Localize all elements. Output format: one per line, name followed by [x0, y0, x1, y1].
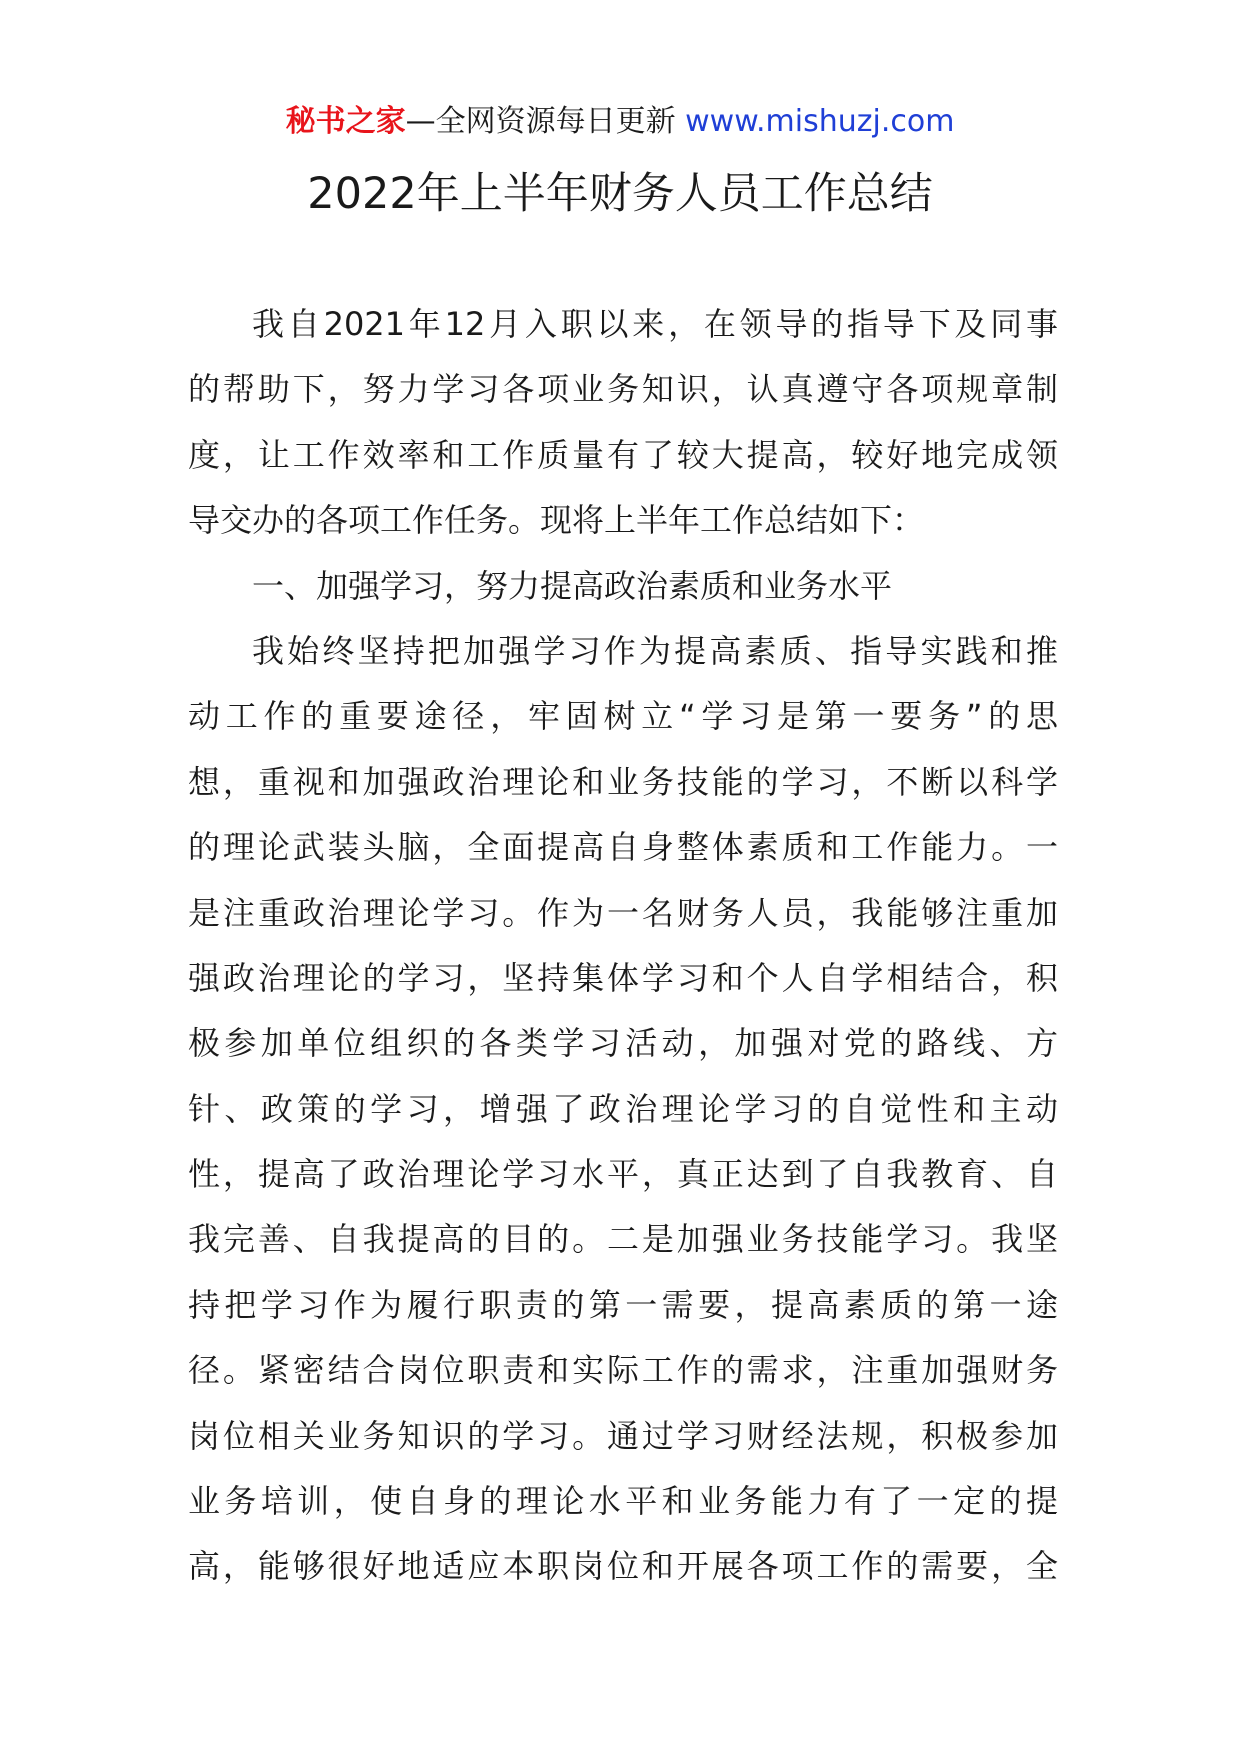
section-heading: 一、加强学习，努力提高政治素质和业务水平: [252, 566, 893, 605]
paragraph-line: 是注重政治理论学习。作为一名财务人员，我能够注重加: [188, 893, 1058, 932]
header-slogan: —全网资源每日更新: [405, 104, 676, 139]
paragraph-line: 导交办的各项工作任务。现将上半年工作总结如下：: [188, 501, 925, 540]
paragraph-line: 岗位相关业务知识的学习。通过学习财经法规，积极参加: [188, 1416, 1058, 1455]
document-title: 2022年上半年财务人员工作总结: [307, 169, 933, 219]
paragraph-line: 径。紧密结合岗位职责和实际工作的需求，注重加强财务: [188, 1351, 1058, 1390]
paragraph-line: 业务培训，使自身的理论水平和业务能力有了一定的提: [188, 1482, 1058, 1521]
site-url[interactable]: www.mishuzj.com: [685, 104, 955, 139]
brand-name: 秘书之家: [285, 104, 406, 139]
paragraph-line: 高，能够很好地适应本职岗位和开展各项工作的需要，全: [188, 1547, 1058, 1586]
paragraph-line: 的帮助下，努力学习各项业务知识，认真遵守各项规章制: [188, 370, 1058, 409]
paragraph-line: 我完善、自我提高的目的。二是加强业务技能学习。我坚: [188, 1220, 1058, 1259]
paragraph-line: 针、政策的学习，增强了政治理论学习的自觉性和主动: [188, 1089, 1058, 1128]
paragraph-line: 度，让工作效率和工作质量有了较大提高，较好地完成领: [188, 435, 1058, 474]
paragraph-line: 想，重视和加强政治理论和业务技能的学习，不断以科学: [188, 762, 1058, 801]
site-header: [0, 102, 1240, 142]
paragraph-line: 极参加单位组织的各类学习活动，加强对党的路线、方: [188, 1024, 1058, 1063]
paragraph-line: 强政治理论的学习，坚持集体学习和个人自学相结合，积: [188, 958, 1058, 997]
document-body: [188, 292, 1058, 1600]
paragraph-line: 我始终坚持把加强学习作为提高素质、指导实践和推: [252, 631, 1058, 670]
paragraph-line: 性，提高了政治理论学习水平，真正达到了自我教育、自: [188, 1155, 1058, 1194]
paragraph-line: 持把学习作为履行职责的第一需要，提高素质的第一途: [188, 1285, 1058, 1324]
paragraph-line: 我自2021年12月入职以来，在领导的指导下及同事: [252, 305, 1058, 343]
paragraph-line: 的理论武装头脑，全面提高自身整体素质和工作能力。一: [188, 828, 1058, 867]
paragraph-line: 动工作的重要途径，牢固树立“学习是第一要务”的思: [188, 697, 1058, 736]
